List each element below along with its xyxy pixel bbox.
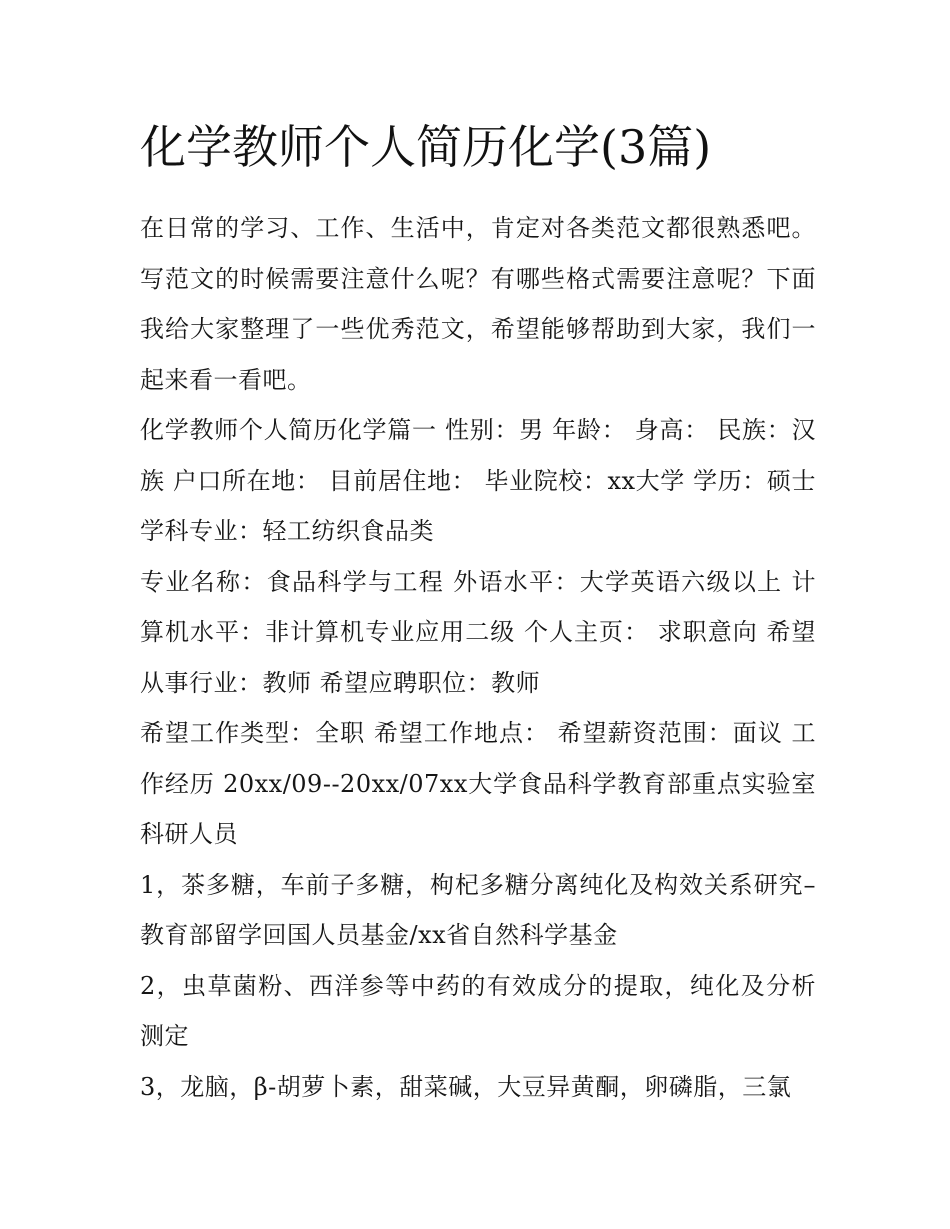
document-body bbox=[140, 203, 816, 1112]
research-item-2-paragraph: 2，虫草菌粉、西洋参等中药的有效成分的提取，纯化及分析测定 bbox=[140, 971, 816, 1050]
resume-job-intent-paragraph: 希望工作类型：全职 希望工作地点： 希望薪资范围：面议 工作经历 20xx/09--20xx/07xx大学食品科学教育部重点实验室科研人员 bbox=[140, 719, 816, 848]
document-title: 化学教师个人简历化学(3篇) bbox=[140, 120, 712, 174]
research-item-1-paragraph: 1，茶多糖，车前子多糖，枸杞多糖分离纯化及构效关系研究–教育部留学回国人员基金/xx省自然科学基金 bbox=[140, 870, 816, 949]
resume-major-paragraph: 专业名称：食品科学与工程 外语水平：大学英语六级以上 计算机水平：非计算机专业应用二级 个人主页： 求职意向 希望从事行业：教师 希望应聘职位：教师 bbox=[140, 567, 816, 697]
resume-basic-info-paragraph: 化学教师个人简历化学篇一 性别：男 年龄： 身高： 民族：汉族 户口所在地： 目前居住地： 毕业院校：xx大学 学历：硕士 学科专业：轻工纺织食品类 bbox=[140, 416, 816, 545]
intro-paragraph: 在日常的学习、工作、生活中，肯定对各类范文都很熟悉吧。写范文的时候需要注意什么呢？有哪些格式需要注意呢？下面我给大家整理了一些优秀范文，希望能够帮助到大家，我们一起来看一看吧。 bbox=[140, 214, 816, 394]
research-item-3-paragraph: 3，龙脑，β-胡萝卜素，甜菜碱，大豆异黄酮，卵磷脂，三氯 bbox=[140, 1072, 792, 1101]
